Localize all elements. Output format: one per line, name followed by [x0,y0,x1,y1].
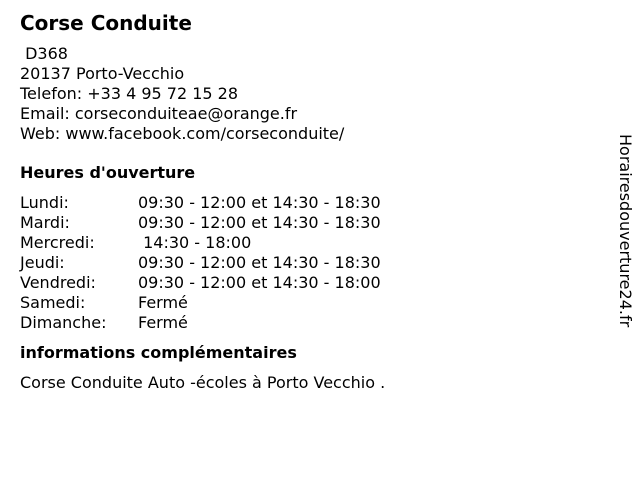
hours-row-monday [20,193,600,213]
hours-row-saturday [20,293,600,313]
day-label: Samedi: [20,293,86,312]
business-card [20,10,600,393]
hours-row-tuesday [20,213,600,233]
hours-row-thursday [20,253,600,273]
day-hours: Fermé [138,293,188,312]
hours-row-sunday [20,313,600,333]
business-name: Corse Conduite [20,11,192,35]
day-label: Jeudi: [20,253,65,272]
hours-row-wednesday [20,233,600,253]
day-hours: 09:30 - 12:00 et 14:30 - 18:30 [138,213,381,232]
day-label: Vendredi: [20,273,96,292]
day-label: Mardi: [20,213,70,232]
watermark-label: Horairesdouverture24.fr [616,134,635,328]
phone-line[interactable]: Telefon: +33 4 95 72 15 28 [20,84,239,103]
day-label: Lundi: [20,193,69,212]
email-line[interactable]: Email: corseconduiteae@orange.fr [20,104,298,123]
postal-city: 20137 Porto-Vecchio [20,64,185,83]
day-hours: 09:30 - 12:00 et 14:30 - 18:30 [138,253,381,272]
day-label: Mercredi: [20,233,95,252]
day-label: Dimanche: [20,313,107,332]
web-line[interactable]: Web: www.facebook.com/corseconduite/ [20,124,345,143]
address-line: D368 [20,44,68,63]
hours-heading: Heures d'ouverture [20,163,196,182]
day-hours: 14:30 - 18:00 [138,233,252,252]
hours-row-friday [20,273,600,293]
info-text: Corse Conduite Auto -écoles à Porto Vecchio . [20,373,386,392]
hours-table [20,193,600,333]
info-heading: informations complémentaires [20,343,297,362]
day-hours: 09:30 - 12:00 et 14:30 - 18:00 [138,273,381,292]
day-hours: Fermé [138,313,188,332]
contact-block [20,44,600,144]
day-hours: 09:30 - 12:00 et 14:30 - 18:30 [138,193,381,212]
